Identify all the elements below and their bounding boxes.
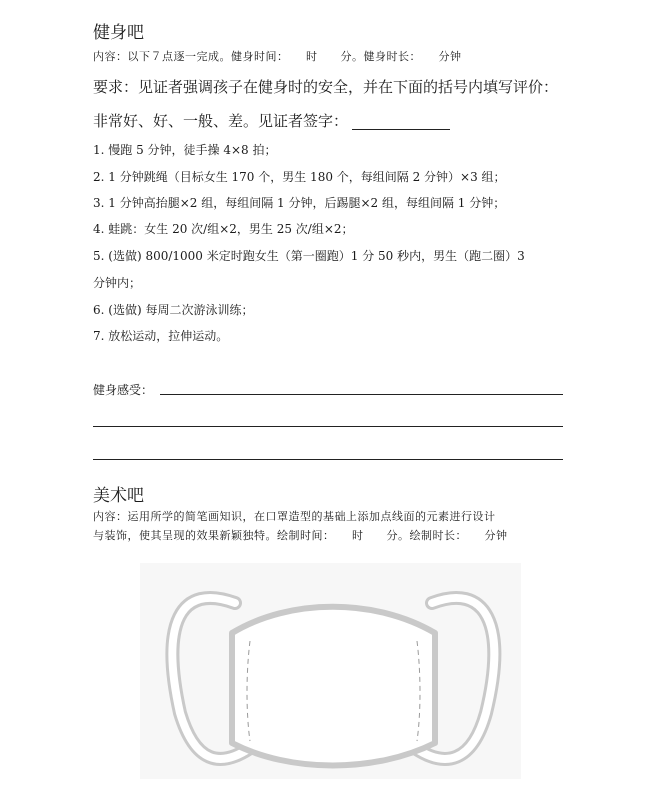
fitness-item-7: 7. 放松运动，拉伸运动。 [93, 329, 229, 343]
feeling-answer-line-3[interactable] [93, 459, 563, 460]
art-content-line1: 内容：运用所学的简笔画知识，在口罩造型的基础上添加点线面的元素进行设计 [93, 510, 496, 523]
fitness-requirement-line1: 要求：见证者强调孩子在健身时的安全，并在下面的括号内填写评价： [93, 78, 559, 96]
fitness-feeling-label: 健身感受： [93, 383, 154, 397]
fitness-item-5-cont: 分钟内； [93, 276, 142, 290]
fitness-item-2: 2. 1 分钟跳绳（目标女生 170 个，男生 180 个，每组间隔 2 分钟）×3 组； [93, 170, 506, 184]
mask-outline-illustration [140, 563, 521, 779]
mask-body [232, 607, 435, 766]
art-content-line2: 与装饰，使其呈现的效果新颖独特。绘制时间： 时 分。绘制时长： 分钟 [93, 529, 508, 542]
requirement-text: 非常好、好、一般、差。见证者签字： [93, 112, 349, 130]
fitness-title: 健身吧 [93, 23, 144, 43]
fitness-item-4: 4. 蛙跳：女生 20 次/组×2，男生 25 次/组×2； [93, 222, 354, 236]
mask-drawing-area[interactable] [140, 563, 521, 779]
fitness-item-3: 3. 1 分钟高抬腿×2 组，每组间隔 1 分钟，后踢腿×2 组，每组间隔 1 分钟； [93, 196, 506, 210]
feeling-answer-line-2[interactable] [93, 426, 563, 427]
fitness-item-5: 5. (选做) 800/1000 米定时跑女生（第一圈跑）1 分 50 秒内，男生（跑二圈）3 [93, 249, 525, 263]
fitness-item-6: 6. (选做) 每周二次游泳训练； [93, 303, 254, 317]
fitness-item-1: 1. 慢跑 5 分钟，徒手操 4×8 拍； [93, 143, 277, 157]
feeling-answer-line-1[interactable] [160, 394, 563, 395]
fitness-requirement-line2 [93, 110, 450, 131]
art-title: 美术吧 [93, 486, 144, 506]
fitness-content-line: 内容：以下７点逐一完成。健身时间： 时 分。健身时长： 分钟 [93, 50, 462, 63]
witness-signature-field[interactable] [352, 115, 450, 130]
